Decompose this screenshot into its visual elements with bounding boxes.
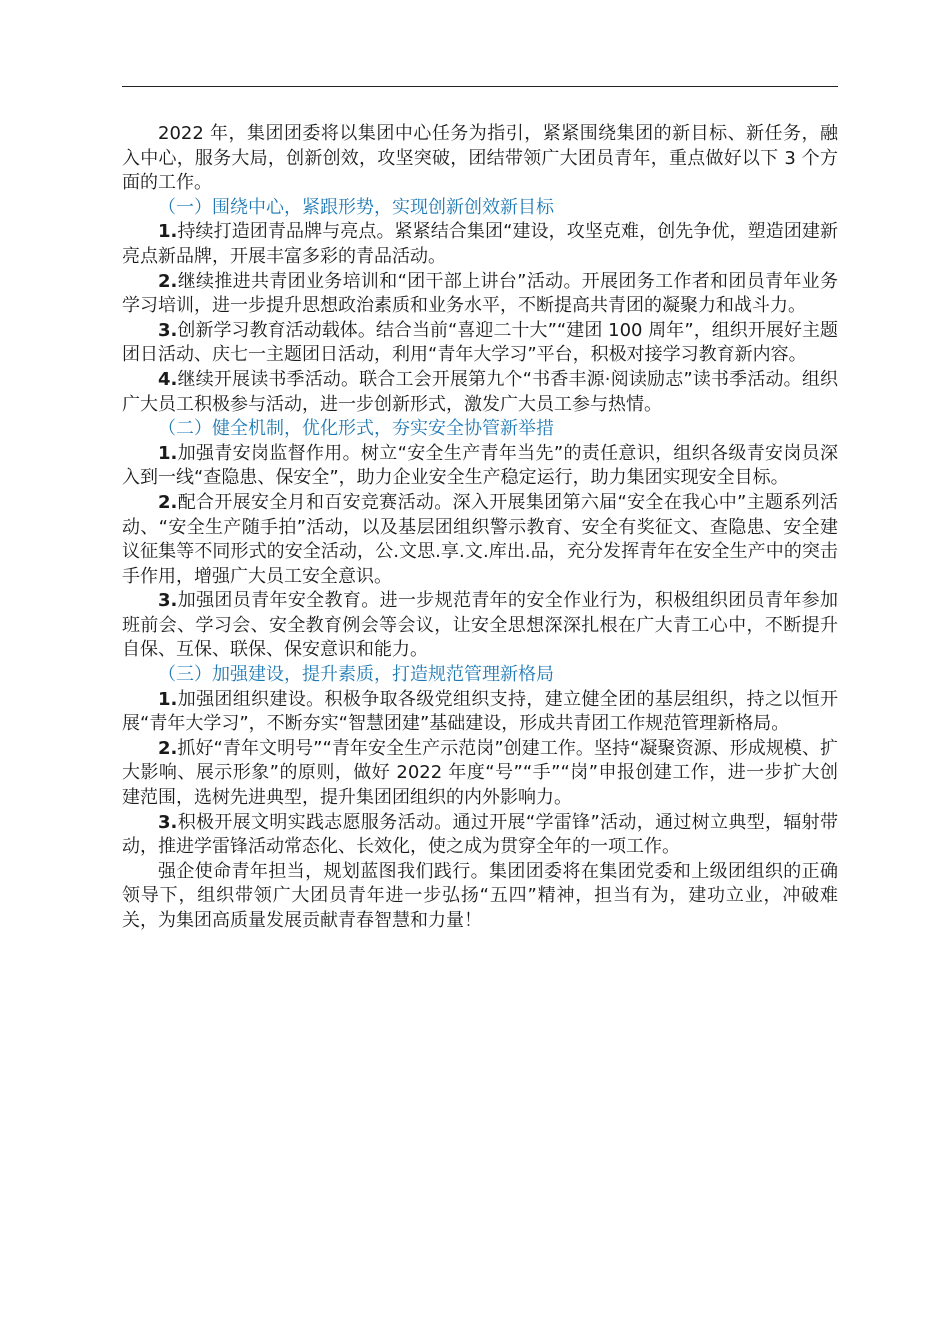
document-body [122, 122, 838, 934]
item-text: 继续推进共青团业务培训和“团干部上讲台”活动。开展团务工作者和团员青年业务学习培训，进一步提升思想政治素质和业务水平，不断提高共青团的凝聚力和战斗力。 [122, 270, 838, 317]
item-text: 加强团员青年安全教育。进一步规范青年的安全作业行为，积极组织团员青年参加班前会、学习会、安全教育例会等会议，让安全思想深深扎根在广大青工心中，不断提升自保、互保、联保、保安意识和能力。 [122, 590, 838, 661]
section-heading-3: （三）加强建设，提升素质，打造规范管理新格局 [158, 664, 554, 686]
item-number: 3. [158, 319, 178, 341]
section-heading-1: （一）围绕中心，紧跟形势，实现创新创效新目标 [158, 196, 554, 218]
item-number: 2. [158, 491, 178, 513]
intro-paragraph: 2022 年，集团团委将以集团中心任务为指引，紧紧围绕集团的新目标、新任务，融入中心，服务大局，创新创效，攻坚突破，团结带领广大团员青年，重点做好以下 3 个方面的工作。 [122, 123, 838, 194]
list-item [122, 811, 838, 860]
item-text: 持续打造团青品牌与亮点。紧紧结合集团“建设，攻坚克难，创先争优，塑造团建新亮点新品牌，开展丰富多彩的青品活动。 [122, 221, 838, 267]
item-text: 积极开展文明实践志愿服务活动。通过开展“学雷锋”活动，通过树立典型，辐射带动，推进学雷锋活动常态化、长效化，使之成为贯穿全年的一项工作。 [122, 811, 838, 858]
list-item [122, 270, 838, 319]
item-text: 加强团组织建设。积极争取各级党组织支持，建立健全团的基层组织，持之以恒开展“青年大学习”，不断夯实“智慧团建”基础建设，形成共青团工作规范管理新格局。 [122, 688, 838, 735]
item-number: 3. [158, 590, 178, 612]
list-item [122, 491, 838, 589]
list-item [122, 368, 838, 417]
item-text: 创新学习教育活动载体。结合当前“喜迎二十大”“建团 100 周年”，组织开展好主题团日活动、庆七一主题团日活动，利用“青年大学习”平台，积极对接学习教育新内容。 [122, 319, 838, 366]
item-text: 继续开展读书季活动。联合工会开展第九个“书香丰源·阅读励志”读书季活动。组织广大员工积极参与活动，进一步创新形式，激发广大员工参与热情。 [122, 368, 838, 415]
item-number: 1. [158, 688, 178, 710]
list-item [122, 442, 838, 491]
item-number: 4. [158, 368, 178, 390]
list-item [122, 220, 838, 269]
item-number: 2. [158, 737, 178, 759]
item-text: 抓好“青年文明号”“青年安全生产示范岗”创建工作。坚持“凝聚资源、形成规模、扩大影响、展示形象”的原则，做好 2022 年度“号”“手”“岗”申报创建工作，进一步扩大创建范围，选树先进典型，提升集团团组织的内外影响力。 [122, 737, 838, 809]
list-item [122, 589, 838, 663]
section-heading-2: （二）健全机制，优化形式，夯实安全协管新举措 [158, 418, 554, 440]
item-number: 3. [158, 811, 178, 833]
item-number: 2. [158, 270, 178, 292]
item-text: 配合开展安全月和百安竞赛活动。深入开展集团第六届“安全在我心中”主题系列活动、“安全生产随手拍”活动，以及基层团组织警示教育、安全有奖征文、查隐患、安全建议征集等不同形式的安全活动，公.文思.享.文.库出.品，充分发挥青年在安全生产中的突击手作用，增强广大员工安全意识。 [122, 491, 838, 587]
item-text: 加强青安岗监督作用。树立“安全生产青年当先”的责任意识，组织各级青安岗员深入到一线“查隐患、保安全”，助力企业安全生产稳定运行，助力集团实现安全目标。 [122, 442, 838, 489]
header-rule [122, 86, 838, 87]
closing-paragraph: 强企使命青年担当，规划蓝图我们践行。集团团委将在集团党委和上级团组织的正确领导下，组织带领广大团员青年进一步弘扬“五四”精神，担当有为，建功立业，冲破难关，为集团高质量发展贡献青春智慧和力量！ [122, 860, 838, 931]
list-item [122, 319, 838, 368]
list-item [122, 688, 838, 737]
item-number: 1. [158, 442, 178, 464]
item-number: 1. [158, 221, 178, 243]
list-item [122, 737, 838, 811]
